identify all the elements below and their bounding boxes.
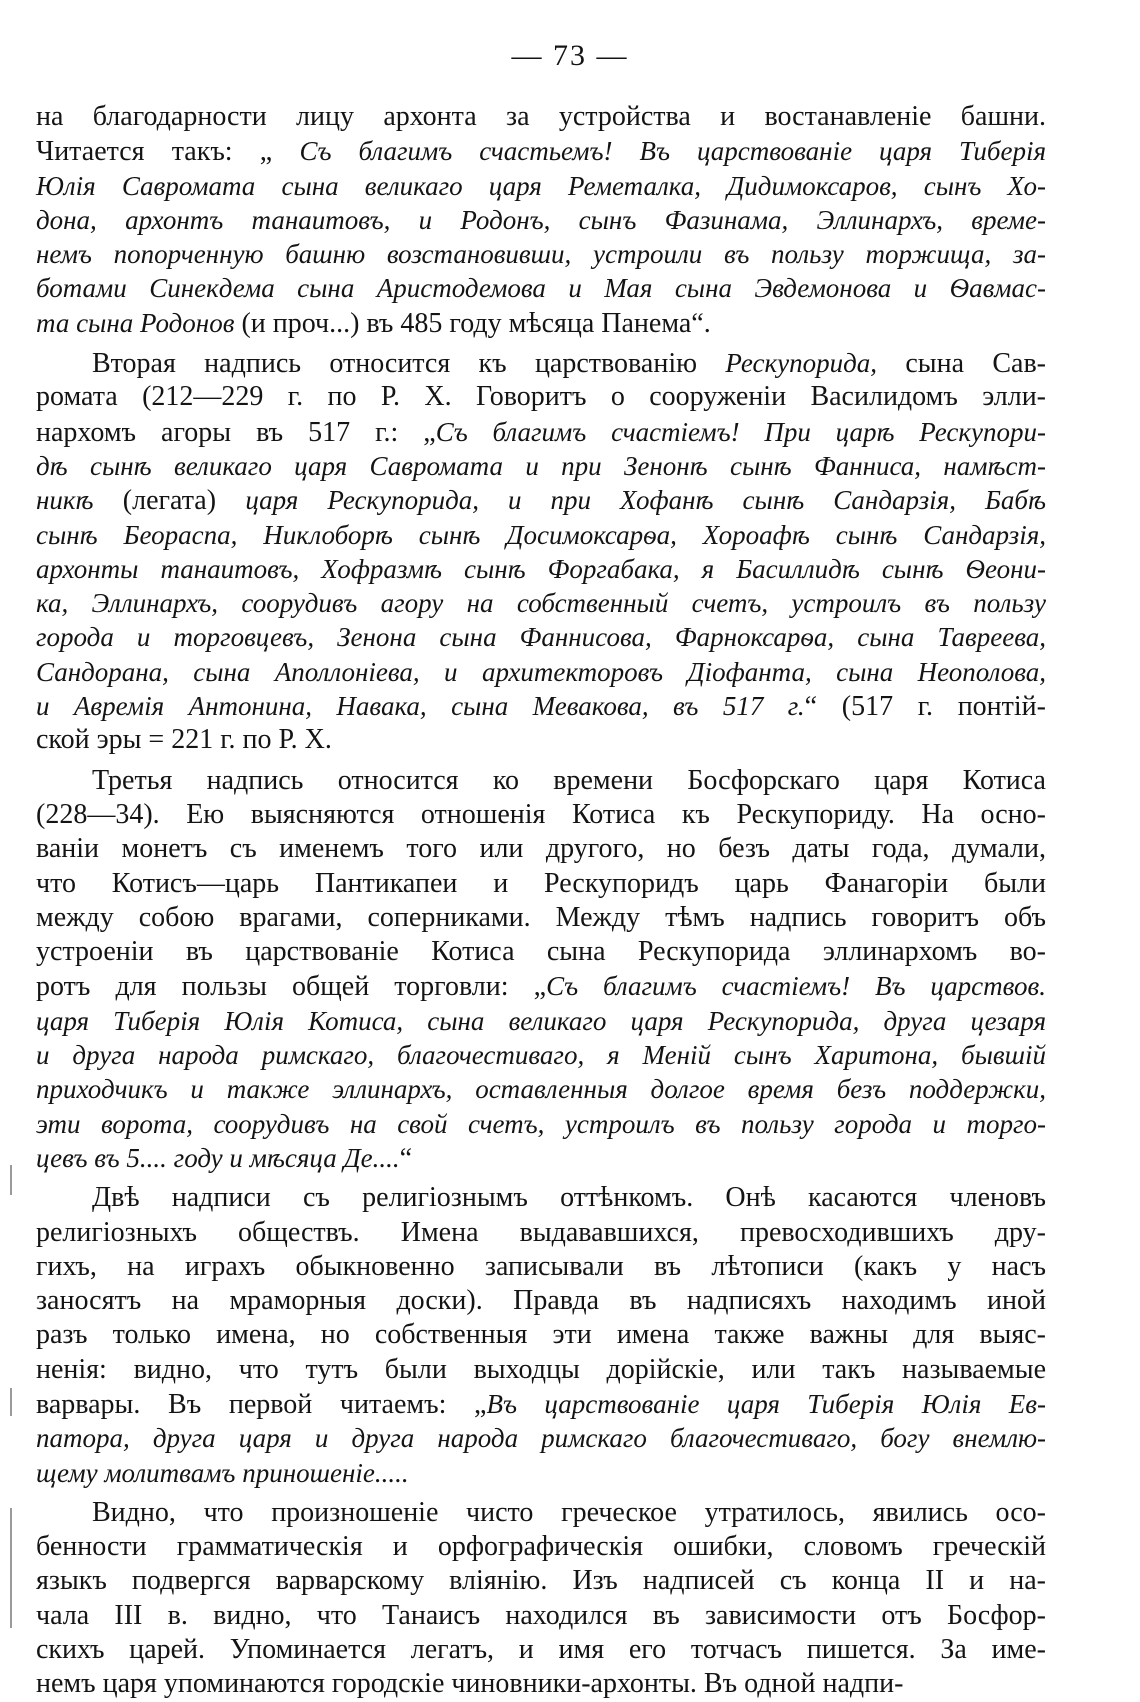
text-line <box>36 100 1046 134</box>
text-line <box>36 1181 1046 1215</box>
italic-quote-run: царя Рескупорида, и при Хофанѣ сынѣ Сандарзія, Бабѣ <box>245 485 1046 516</box>
text-line <box>36 306 1046 340</box>
italic-quote-run: Съ благимъ счастіемъ! Въ царствов. <box>546 971 1046 1002</box>
text-line <box>36 415 1046 449</box>
text-line <box>36 1072 1046 1106</box>
text-run: варвары. Въ первой читаемъ: „ <box>36 1388 487 1420</box>
italic-quote-run: та сына Родонов <box>36 307 235 338</box>
text-run: Вторая надпись относится къ царствованію <box>92 348 726 380</box>
margin-mark <box>10 1388 12 1416</box>
italic-quote-run: немъ попорченную башню возстановивши, устроили въ пользу торжища, за- <box>36 239 1046 270</box>
text-line <box>36 723 1046 757</box>
text-run: Третья надпись относится ко времени Босфорскаго царя Котиса <box>92 764 1046 796</box>
text-line <box>36 1633 1046 1667</box>
text-line <box>36 689 1046 723</box>
italic-quote-run: города и торговцевъ, Зенона сына Фаннисова, Фарноксарѳа, сына Тавреева, <box>36 622 1046 653</box>
text-run: (228—34). Ею выясняются отношенія Котиса къ Рескупориду. На осно- <box>36 798 1046 830</box>
margin-mark <box>10 1508 12 1628</box>
italic-quote-run: Съ благимъ счастьемъ! Въ царствованіе царя Тиберія <box>299 136 1047 167</box>
italic-quote-run: Юлія Савромата сына великаго царя Реметалка, Дидимоксаров, сынъ Хо- <box>36 170 1046 201</box>
page-number: — 73 — <box>511 39 629 72</box>
text-line <box>36 380 1046 414</box>
italic-quote-run: ка, Эллинархъ, соорудивъ агору на собственный счетъ, устроилъ въ пользу <box>36 588 1046 619</box>
text-line <box>36 1387 1046 1421</box>
text-run: сына Сав- <box>877 348 1046 380</box>
text-line <box>36 483 1046 517</box>
text-line <box>36 203 1046 237</box>
text-line <box>36 1141 1046 1175</box>
text-line <box>36 1456 1046 1490</box>
italic-quote-run: царя Тиберія Юлія Котиса, сына великаго царя Рескупорида, друга цезаря <box>36 1005 1046 1036</box>
text-line <box>36 237 1046 271</box>
text-line <box>36 552 1046 586</box>
text-line <box>36 1004 1046 1038</box>
text-line <box>36 271 1046 305</box>
text-line <box>36 655 1046 689</box>
text-line <box>36 1284 1046 1318</box>
text-run: ской эры = 221 г. по Р. Х. <box>36 724 332 756</box>
text-run: заносятъ на мраморныя доски). Правда въ надписяхъ находимъ иной <box>36 1285 1046 1317</box>
text-run: языкъ подвергся варварскому вліянію. Изъ надписей съ конца II и на- <box>36 1565 1046 1597</box>
text-line <box>36 586 1046 620</box>
paragraph <box>36 1496 1046 1702</box>
text-run: ненія: видно, что тутъ были выходцы дорійскіе, или такъ называемые <box>36 1353 1046 1385</box>
text-line <box>36 1421 1046 1455</box>
italic-quote-run: и Авремія Антонина, Навака, сына Мевакова, въ 517 г. <box>36 691 805 722</box>
text-run: ротъ для пользы общей торговли: „ <box>36 971 547 1003</box>
text-line <box>36 764 1046 798</box>
text-line <box>36 1318 1046 1352</box>
text-run: между собою врагами, соперниками. Между тѣмъ надпись говоритъ объ <box>36 901 1046 933</box>
paragraph <box>36 764 1046 1176</box>
text-run: чала III в. видно, что Танаисъ находился въ зависимости отъ Босфор- <box>36 1599 1046 1631</box>
text-run: на благодарности лицу архонта за устройства и востанавленіе башни. <box>36 101 1046 132</box>
text-run: бенности грамматическія и орфографическія ошибки, словомъ греческій <box>36 1531 1046 1563</box>
text-run: скихъ царей. Упоминается легатъ, и имя его тотчасъ пишется. За име- <box>36 1634 1046 1666</box>
italic-quote-run: Съ благимъ счастіемъ! При царѣ Рескупори- <box>435 416 1046 447</box>
italic-quote-run: патора, друга царя и друга народа римскаго благочестиваго, богу внемлю- <box>36 1423 1046 1454</box>
text-line <box>36 449 1046 483</box>
text-line <box>36 620 1046 654</box>
text-line <box>36 1599 1046 1633</box>
text-line <box>36 1667 1046 1701</box>
text-line <box>36 134 1046 168</box>
text-line <box>36 518 1046 552</box>
text-line <box>36 798 1046 832</box>
paragraph <box>36 346 1046 758</box>
paragraph <box>36 1181 1046 1490</box>
text-line <box>36 346 1046 380</box>
margin-mark <box>10 1165 12 1195</box>
body-text <box>36 100 1046 1702</box>
text-line <box>36 1038 1046 1072</box>
italic-quote-run: сынѣ Беораспа, Никлобоpѣ сынѣ Досимоксарѳа, Хороафѣ сынѣ Сандарзія, <box>36 519 1046 550</box>
text-line <box>36 1353 1046 1387</box>
text-line <box>36 969 1046 1003</box>
text-line <box>36 1530 1046 1564</box>
italic-quote-run: Рескупорида, <box>725 348 878 379</box>
text-line <box>36 1496 1046 1530</box>
text-run: ваніи монетъ съ именемъ того или другого, но безъ даты года, думали, <box>36 833 1046 865</box>
text-line <box>36 867 1046 901</box>
text-run: (легата) <box>93 485 246 517</box>
italic-quote-run: никѣ <box>36 485 94 516</box>
text-run: Двѣ надписи съ религіознымъ оттѣнкомъ. Онѣ касаются членовъ <box>92 1182 1046 1214</box>
italic-quote-run: Въ царствованіе царя Тиберія Юлія Ев- <box>486 1388 1046 1419</box>
text-run: Читается такъ: „ <box>36 136 300 168</box>
text-line <box>36 169 1046 203</box>
italic-quote-run: эти ворота, соорудивъ на свой счетъ, устроилъ въ пользу города и торго- <box>36 1108 1046 1139</box>
text-run: “ <box>399 1142 413 1174</box>
italic-quote-run: щему молитвамъ приношеніе..... <box>36 1457 409 1488</box>
text-line <box>36 935 1046 969</box>
text-line <box>36 901 1046 935</box>
italic-quote-run: ботами Синекдема сына Аристодемова и Мая сына Эвдемонова и Ѳавмас- <box>36 273 1046 304</box>
text-line <box>36 1107 1046 1141</box>
text-line <box>36 832 1046 866</box>
text-run: немъ царя упоминаются городскіе чиновники-архонты. Въ одной надпи- <box>36 1668 904 1700</box>
italic-quote-run: дѣ сынѣ великаго царя Савромата и при Зенонѣ сынѣ Фанниса, намѣст- <box>36 450 1046 481</box>
paragraph <box>36 100 1046 340</box>
italic-quote-run: цевъ въ 5.... году и мѣсяца Де.... <box>36 1142 400 1173</box>
text-run: (и проч...) въ 485 году мѣсяца Панема“. <box>234 307 711 339</box>
italic-quote-run: приходчикъ и также эллинархъ, оставленныя долгое время безъ поддержки, <box>36 1074 1046 1105</box>
italic-quote-run: дона, архонтъ танаитовъ, и Родонъ, сынъ Фазинама, Эллинархъ, време- <box>36 204 1046 235</box>
text-run: “ (517 г. понтій- <box>804 691 1046 723</box>
text-run: устроеніи въ царствованіе Котиса сына Рескупорида эллинархомъ во- <box>36 936 1046 968</box>
text-run: нархомъ агоры въ 517 г.: „ <box>36 416 436 448</box>
text-run: разъ только имена, но собственныя эти имена также важны для выяс- <box>36 1319 1046 1351</box>
text-run: гихъ, на играхъ обыкновенно записывали въ лѣтописи (какъ у насъ <box>36 1250 1046 1282</box>
text-line <box>36 1216 1046 1250</box>
italic-quote-run: и друга народа римскаго, благочестиваго, я Меній сынъ Харитона, бывшій <box>36 1040 1046 1071</box>
italic-quote-run: архонты танаитовъ, Хофразмѣ сынѣ Форгабака, я Басиллидѣ сынѣ Ѳеони- <box>36 553 1046 584</box>
text-line <box>36 1250 1046 1284</box>
text-run: религіозныхъ обществъ. Имена выдававшихся, превосходившихъ дру- <box>36 1216 1046 1248</box>
italic-quote-run: Сандорана, сына Аполлоніева, и архитекторовъ Діофанта, сына Неополова, <box>36 656 1046 687</box>
text-line <box>36 1564 1046 1598</box>
text-run: что Котисъ—царь Пантикапеи и Рескупоридъ царь Фанагоріи были <box>36 867 1046 899</box>
text-run: Видно, что произношеніе чисто греческое утратилось, явились осо- <box>92 1496 1046 1528</box>
text-run: ромата (212—229 г. по Р. Х. Говоритъ о сооруженіи Василидомъ элли- <box>36 381 1046 413</box>
